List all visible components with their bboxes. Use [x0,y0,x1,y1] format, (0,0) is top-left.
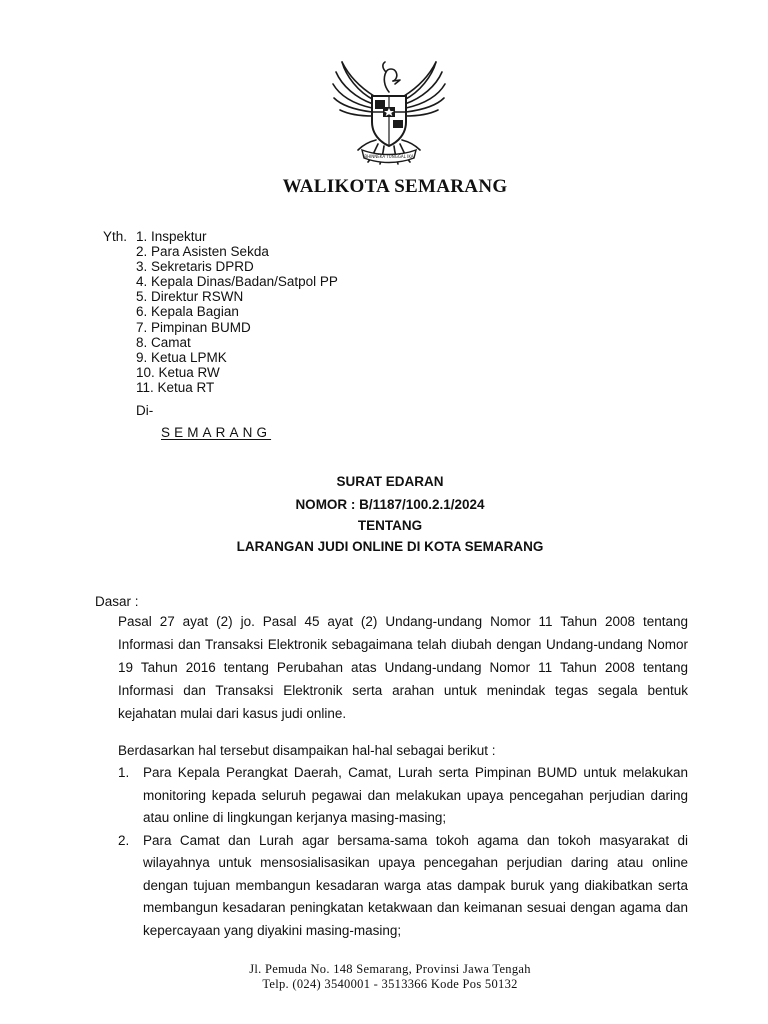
emblem-banner-text: BHINNEKA TUNGGAL IKA [364,154,414,159]
recipient-item: 6. Kepala Bagian [136,304,239,320]
destination-city: SEMARANG [161,425,272,440]
recipient-list [136,229,338,395]
instruction-number: 1. [118,765,130,780]
recipient-item: 3. Sekretaris DPRD [136,259,254,275]
garuda-pancasila-emblem-icon [328,56,450,168]
instruction-text: Para Kepala Perangkat Daerah, Camat, Lurah serta Pimpinan BUMD untuk melakukan monitoring kepada seluruh pegawai dan melakukan upaya pencegahan perjudian daring atau online di lingkungan kerjanya masing-masing; [143,765,688,825]
footer-phone: Telp. (024) 3540001 - 3513366 Kode Pos 50132 [262,977,518,991]
footer-address: Jl. Pemuda No. 148 Semarang, Provinsi Jawa Tengah [249,962,531,976]
recipient-item: 1. Inspektur [136,229,207,244]
recipient-item: 8. Camat [136,334,191,350]
recipient-item: 4. Kepala Dinas/Badan/Satpol PP [136,274,338,290]
di-label: Di- [136,403,154,418]
recipient-item: 2. Para Asisten Sekda [136,244,269,260]
recipient-item: 5. Direktur RSWN [136,289,244,305]
tentang-heading: TENTANG [357,518,423,533]
document-number: NOMOR : B/1187/100.2.1/2024 [295,497,485,512]
recipient-item: 10. Ketua RW [136,364,220,380]
instruction-item [118,762,688,830]
dasar-paragraph: Pasal 27 ayat (2) jo. Pasal 45 ayat (2) Undang-undang Nomor 11 Tahun 2008 tentang Informasi dan Transaksi Elektronik sebagaimana telah diubah dengan Undang-undang Nomor 19 Tahun 2016 tentang Perubahan atas Undang-undang Nomor 11 Tahun 2008 tentang Informasi dan Transaksi Elektronik serta arahan untuk menindak tegas segala bentuk kejahatan mulai dari kasus judi online. [118,614,688,721]
document-subject: LARANGAN JUDI ONLINE DI KOTA SEMARANG [236,539,544,554]
dasar-label: Dasar : [95,594,139,609]
intro-sentence: Berdasarkan hal tersebut disampaikan hal-hal sebagai berikut : [118,743,496,758]
recipient-item: 11. Ketua RT [136,379,215,395]
document-type-heading: SURAT EDARAN [336,474,444,489]
instruction-text: Para Camat dan Lurah agar bersama-sama tokoh agama dan tokoh masyarakat di wilayahnya untuk mensosialisasikan upaya pencegahan perjudian daring atau online dengan tujuan membangun kesadaran warga atas dampak buruk yang diakibatkan serta membangun kesadaran peningkatan ketakwaan dan keimanan sesuai dengan agama dan kepercayaan yang diyakini masing-masing; [143,832,688,938]
recipient-item: 9. Ketua LPMK [136,349,227,365]
yth-label: Yth. [103,229,128,244]
instruction-item [118,830,688,943]
instruction-number: 2. [118,832,130,848]
recipient-item: 7. Pimpinan BUMD [136,319,251,335]
letterhead-title: WALIKOTA SEMARANG [282,176,508,197]
instruction-list [118,762,688,942]
